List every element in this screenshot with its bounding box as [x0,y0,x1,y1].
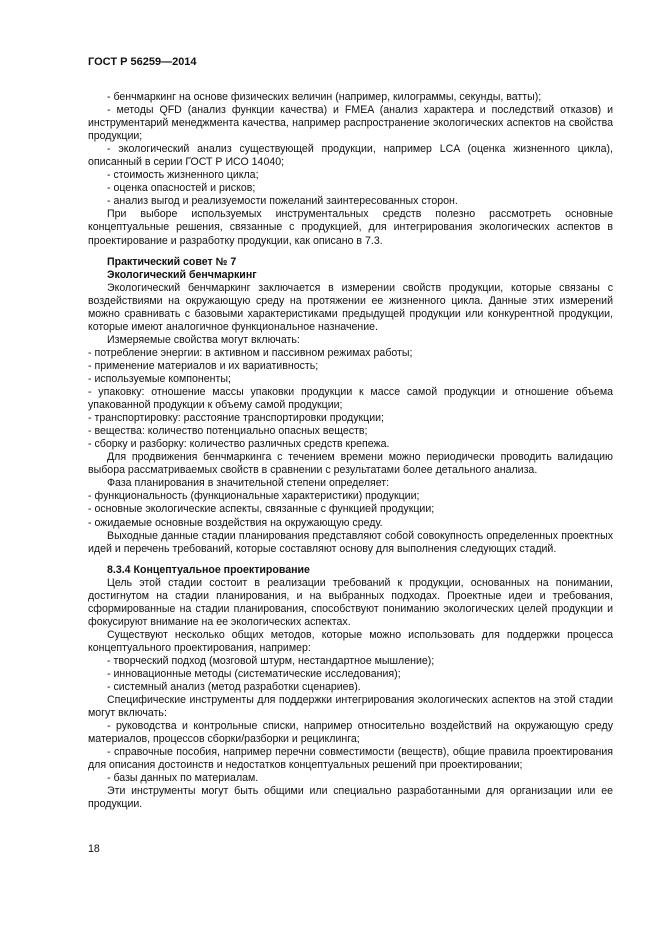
list-item: - потребление энергии: в активном и пассивном режимах работы; [88,346,413,359]
paragraph: Фаза планирования в значительной степени определяет: [107,477,390,490]
paragraph: Выходные данные стадии планирования представляют собой совокупность определенных проектных идей и перечень требований, которые составляют основу для выполнения следующих стадий. [88,529,613,555]
list-item: - стоимость жизненного цикла; [107,169,259,182]
list-item: - функциональность (функциональные характеристики) продукции; [88,490,420,503]
paragraph: Эти инструменты могут быть общими или специально разработанными для организации или ее продукции. [88,785,613,811]
list-item: - экологический анализ существующей продукции, например LCA (оценка жизненного цикла), описанный в серии ГОСТ Р ИСО 14040; [88,143,613,169]
list-item: - основные экологические аспекты, связанные с функцией продукции; [88,503,435,516]
list-item: - сборку и разборку: количество различных средств крепежа. [88,438,390,451]
paragraph: При выборе используемых инструментальных средств полезно рассмотреть основные концептуальные решения, связанные с продукцией, для интегрирования экологических аспектов в проектирование и разработку продукции, как описано в 7.3. [88,208,613,247]
page-body [88,91,613,812]
list-item: - базы данных по материалам. [107,772,259,785]
list-item: - ожидаемые основные воздействия на окружающую среду. [88,516,383,529]
paragraph: Для продвижения бенчмаркинга с течением времени можно периодически проводить валидацию выбора рассматриваемых свойств в сравнении с результатами более детального анализа. [88,451,613,477]
list-item: - транспортировку: расстояние транспортировки продукции; [88,412,384,425]
list-item: - оценка опасностей и рисков; [107,182,256,195]
list-item: - упаковку: отношение массы упаковки продукции к массе самой продукции и отношение объема упакованной продукции к объему самой продукции; [88,386,613,412]
list-item: - руководства и контрольные списки, например относительно воздействий на окружающую среду материалов, процессов сборки/разборки и рециклинга; [88,720,613,746]
list-item: - анализ выгод и реализуемости пожеланий заинтересованных сторон. [107,195,458,208]
list-item: - используемые компоненты; [88,372,231,385]
page-number: 18 [88,843,100,855]
tip-title: Практический совет № 7 [107,255,237,268]
list-item: - применение материалов и их вариативность; [88,359,319,372]
list-item: - вещества: количество потенциально опасных веществ; [88,425,368,438]
paragraph: Измеряемые свойства могут включать: [107,333,300,346]
list-item: - бенчмаркинг на основе физических величин (например, килограммы, секунды, ватты); [107,91,542,103]
list-item: - системный анализ (метод разработки сценариев). [107,681,361,694]
paragraph: Экологический бенчмаркинг заключается в измерении свойств продукции, которые связаны с воздействиями на окружающую среду на протяжении ее жизненного цикла. Данные этих измерений можно сравнивать с базовыми характеристиками предыдущей продукции или конкурентной продукции, которые имеют аналогичное функциональное назначение. [88,281,613,333]
paragraph: Существуют несколько общих методов, которые можно использовать для поддержки процесса концептуального проектирования, например: [88,628,613,654]
list-item: - методы QFD (анализ функции качества) и FMEA (анализ характера и последствий отказов) и инструментарий менеджмента качества, например распространение экологических аспектов на свойства продукции; [88,104,613,143]
list-item: - справочные пособия, например перечни совместимости (веществ), общие правила проектирования для описания достоинств и недостатков концептуальных решений при проектировании; [88,746,613,772]
paragraph: Цель этой стадии состоит в реализации требований к продукции, основанных на понимании, достигнутом на стадии планирования, и на выбранных подходах. Проектные идеи и требования, сформированные на стадии планирования, способствуют пониманию экологических целей продукции и фокусируют внимание на ее экологических аспектах. [88,576,613,628]
standard-header: ГОСТ Р 56259—2014 [88,56,197,68]
paragraph: Специфические инструменты для поддержки интегрирования экологических аспектов на этой стадии могут включать: [88,694,613,720]
section-title: 8.3.4 Концептуальное проектирование [107,563,310,576]
list-item: - инновационные методы (систематические исследования); [107,668,401,681]
list-item: - творческий подход (мозговой штурм, нестандартное мышление); [107,654,435,667]
tip-subtitle: Экологический бенчмаркинг [107,268,257,281]
